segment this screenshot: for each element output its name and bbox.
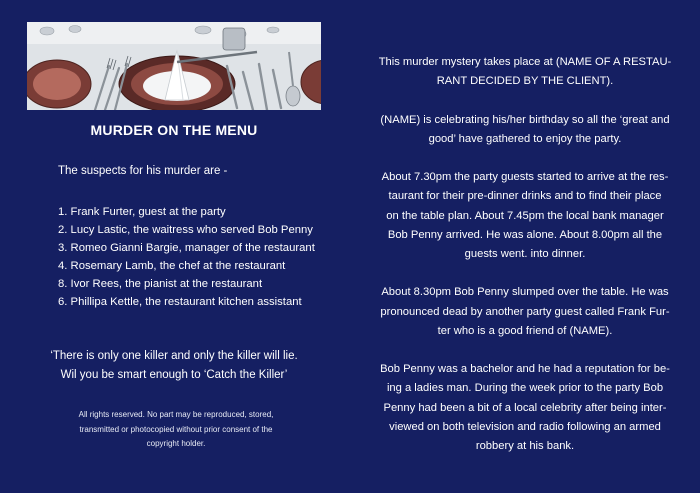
list-item: 8. Ivor Rees, the pianist at the restaurant — [58, 278, 263, 291]
story-column — [372, 53, 678, 475]
quote-line: Wil you be smart enough to ‘Catch the Killer’ — [60, 369, 288, 381]
killer-quote — [27, 347, 321, 385]
copyright-notice — [52, 408, 300, 452]
text-line: good’ have gathered to enjoy the party. — [428, 132, 622, 145]
text-line: pronounced dead by another party guest called Frank Fur- — [380, 305, 670, 318]
text-line: viewed on both television and radio following an armed — [389, 420, 661, 433]
list-item: 6. Phillipa Kettle, the restaurant kitchen assistant — [58, 296, 302, 309]
text-line: About 8.30pm Bob Penny slumped over the table. He was — [381, 286, 669, 299]
copyright-line: copyright holder. — [146, 439, 206, 448]
list-item: 3. Romeo Gianni Bargie, manager of the restaurant — [58, 242, 315, 255]
text-line: This murder mystery takes place at (NAME OF A RESTAU- — [378, 56, 672, 68]
text-line: robbery at his bank. — [475, 440, 575, 452]
copyright-line: transmitted or photocopied without prior consent of the — [79, 424, 273, 434]
text-line: guests went. into dinner. — [464, 248, 586, 260]
table-setting-photo — [27, 22, 321, 110]
story-paragraph-arrival — [372, 168, 678, 264]
list-item: 4. Rosemary Lamb, the chef at the restaurant — [58, 260, 286, 273]
story-paragraph-death — [372, 283, 678, 341]
suspects-intro: The suspects for his murder are - — [58, 165, 228, 177]
text-line: Bob Penny was a bachelor and he had a reputation for be- — [380, 363, 670, 376]
story-paragraph-venue — [372, 53, 678, 91]
text-line: Bob Penny arrived. He was alone. About 8.00pm all the — [387, 228, 663, 241]
text-line: About 7.30pm the party guests started to arrive at the res- — [381, 171, 669, 184]
text-line: on the table plan. About 7.45pm the local bank manager — [386, 209, 664, 222]
text-line: (NAME) is celebrating his/her birthday so all the ‘great and — [380, 113, 670, 126]
suspects-list — [58, 203, 315, 312]
text-line: Penny had been a bit of a local celebrity after being inter- — [383, 401, 667, 414]
table-setting-illustration — [27, 22, 321, 110]
copyright-line: All rights reserved. No part may be reproduced, stored, — [78, 410, 274, 419]
text-line: ing a ladies man. During the week prior to the party Bob — [386, 382, 664, 395]
list-item: 2. Lucy Lastic, the waitress who served Bob Penny — [58, 224, 313, 237]
story-paragraph-victim — [372, 360, 678, 456]
text-line: taurant for their pre-dinner drinks and to find their place — [388, 190, 662, 203]
text-line: RANT DECIDED BY THE CLIENT). — [436, 75, 614, 88]
list-item: 1. Frank Furter, guest at the party — [58, 206, 226, 218]
quote-line: ‘There is only one killer and only the killer will lie. — [50, 350, 298, 362]
story-paragraph-birthday — [372, 111, 678, 149]
text-line: ter who is a good friend of (NAME). — [437, 324, 613, 337]
page-title: MURDER ON THE MENU — [90, 122, 258, 138]
